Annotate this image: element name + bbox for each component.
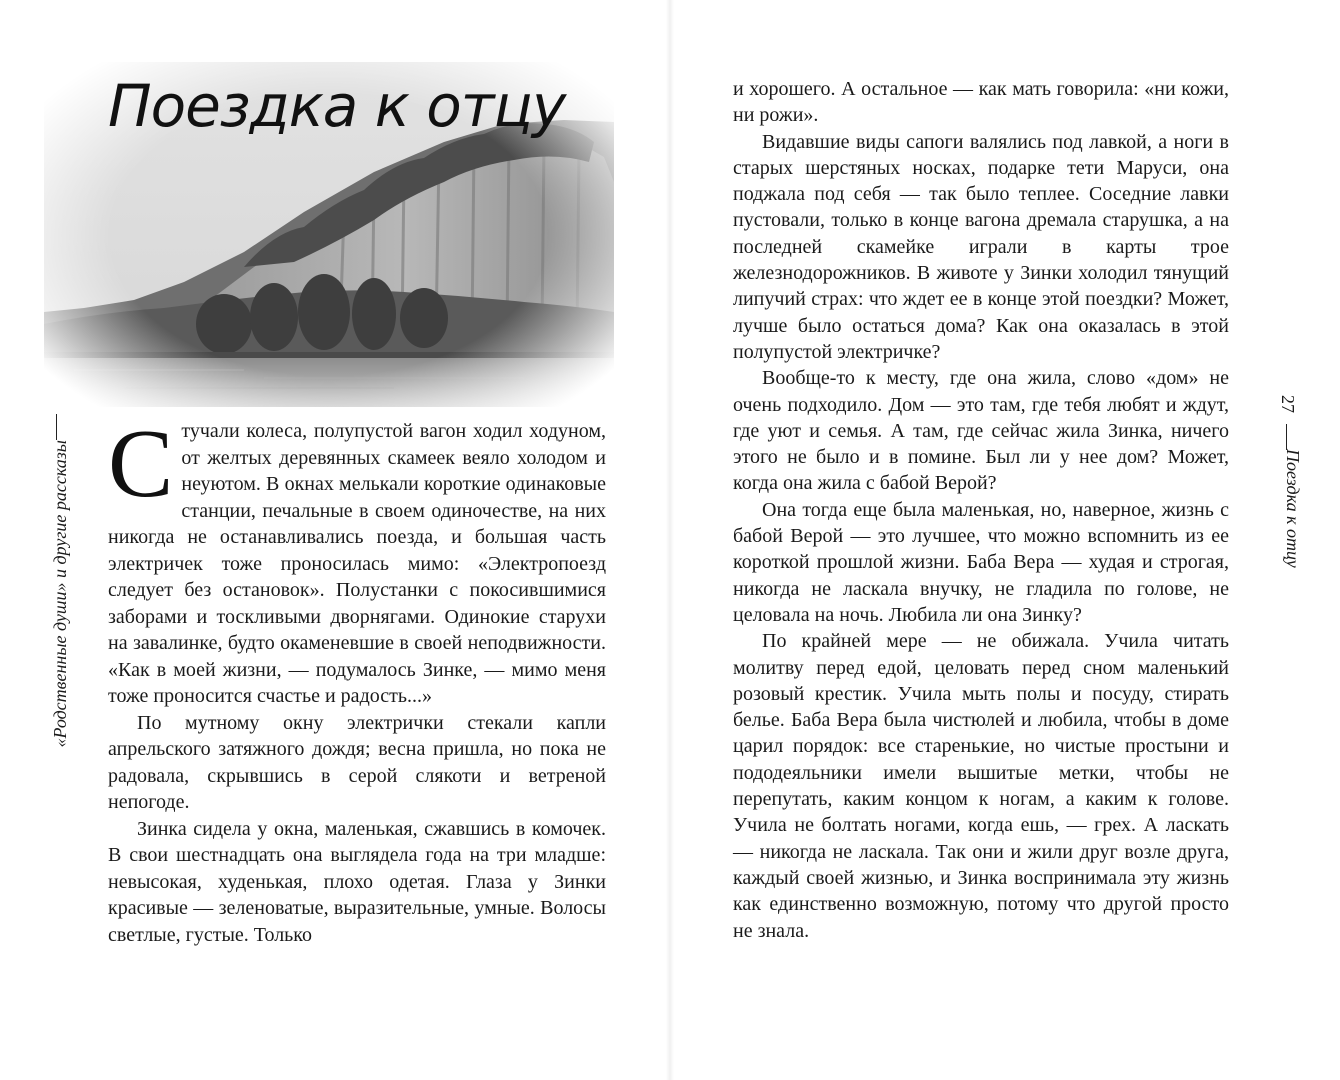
left-page-text [108, 410, 606, 948]
paragraph: и хорошего. А остальное — как мать говорила: «ни кожи, ни рожи». [733, 78, 1229, 127]
book-title-running-head: «Родственные души» и другие рассказы [50, 440, 70, 748]
running-head-right-rule [1286, 424, 1287, 450]
paragraph: Вообще-то к месту, где она жила, слово «дом» не очень подходило. Дом — это там, где тебя любят и ждут, где уют и семья. А там, где сейчас жила Зинка, ничего этого не было и в помине. Был ли у нее дом? Может, когда она жила с бабой Верой? [733, 367, 1229, 495]
paragraph: По крайней мере — не обижала. Учила читать молитву перед едой, целовать перед сном маленький розовый крестик. Учила мыть полы и посуду, стирать белье. Баба Вера была чистюлей и любила, чтобы в доме царил порядок: все старенькие, но чистые простыни и пододеяльники имели вышитые метки, чтобы не перепутать, каким концом к ногам, а каким к голове. Учила не болтать ногами, когда ешь, — грех. А ласкать — никогда не ласкала. Так они и жили друг возле друга, каждый своей жизнью, и Зинка воспринимала эту жизнь как единственно возможную, потому что другой просто не знала. [733, 630, 1229, 942]
chapter-running-head: Поездка к отцу [1283, 449, 1303, 568]
paragraph: Видавшие виды сапоги валялись под лавкой, а ноги в старых шерстяных носках, подарке тети Маруси, она поджала под себя — так было теплее. Соседние лавки пустовали, только в конце вагона дремала старушка, а на последней скамейке играли в карты трое железнодорожников. В животе у Зинки холодил тянущий липучий страх: что ждет ее в конце этой поездки? Может, лучше было остаться дома? Как она оказалась в этой полупустой электричке? [733, 130, 1229, 363]
chapter-title: Поездка к отцу [108, 72, 566, 140]
paragraph [108, 410, 606, 710]
paragraph-text: тучали колеса, полупустой вагон ходил ходуном, от желтых деревянных скамеек веяло холодом и неуютом. В окнах мелькали короткие одинаковые станции, печальные в своем одиночестве, на них никогда не останавливались поезда, и большая часть электричек тоже проносилась мимо: «Электропоезд следует без остановок». Полустанки с покосившимися заборами и тоскливыми дворнягами. Одинокие старухи на завалинке, будто окаменевшие в своей неподвижности. «Как в моей жизни, — подумалось Зинке, — мимо меня тоже проносится счастье и радость...» [108, 420, 606, 707]
page-fold [666, 0, 674, 1080]
page-number: 27 [1278, 395, 1298, 413]
drop-cap: С [108, 410, 174, 518]
right-page-text [733, 76, 1229, 944]
paragraph: По мутному окну электрички стекали капли апрельского затяжного дождя; весна пришла, но пока не радовала, скрывшись в серой слякоти и ветреной непогоде. [108, 711, 606, 813]
running-head-left-rule [56, 414, 57, 440]
paragraph: Она тогда еще была маленькая, но, наверное, жизнь с бабой Верой — это лучшее, что можно вспомнить из ее короткой прошлой жизни. Баба Вера — худая и строгая, никогда не ласкала внучку, не гладила по голове, не целовала на ночь. Любила ли она Зинку? [733, 498, 1229, 626]
running-head-left [52, 438, 68, 978]
paragraph: Зинка сидела у окна, маленькая, сжавшись в комочек. В свои шестнадцать она выглядела года на три младше: невысокая, худенькая, плохо одетая. Глаза у Зинки красивые — зеленоватые, выразительные, умные. Волосы светлые, густые. Только [108, 817, 606, 946]
